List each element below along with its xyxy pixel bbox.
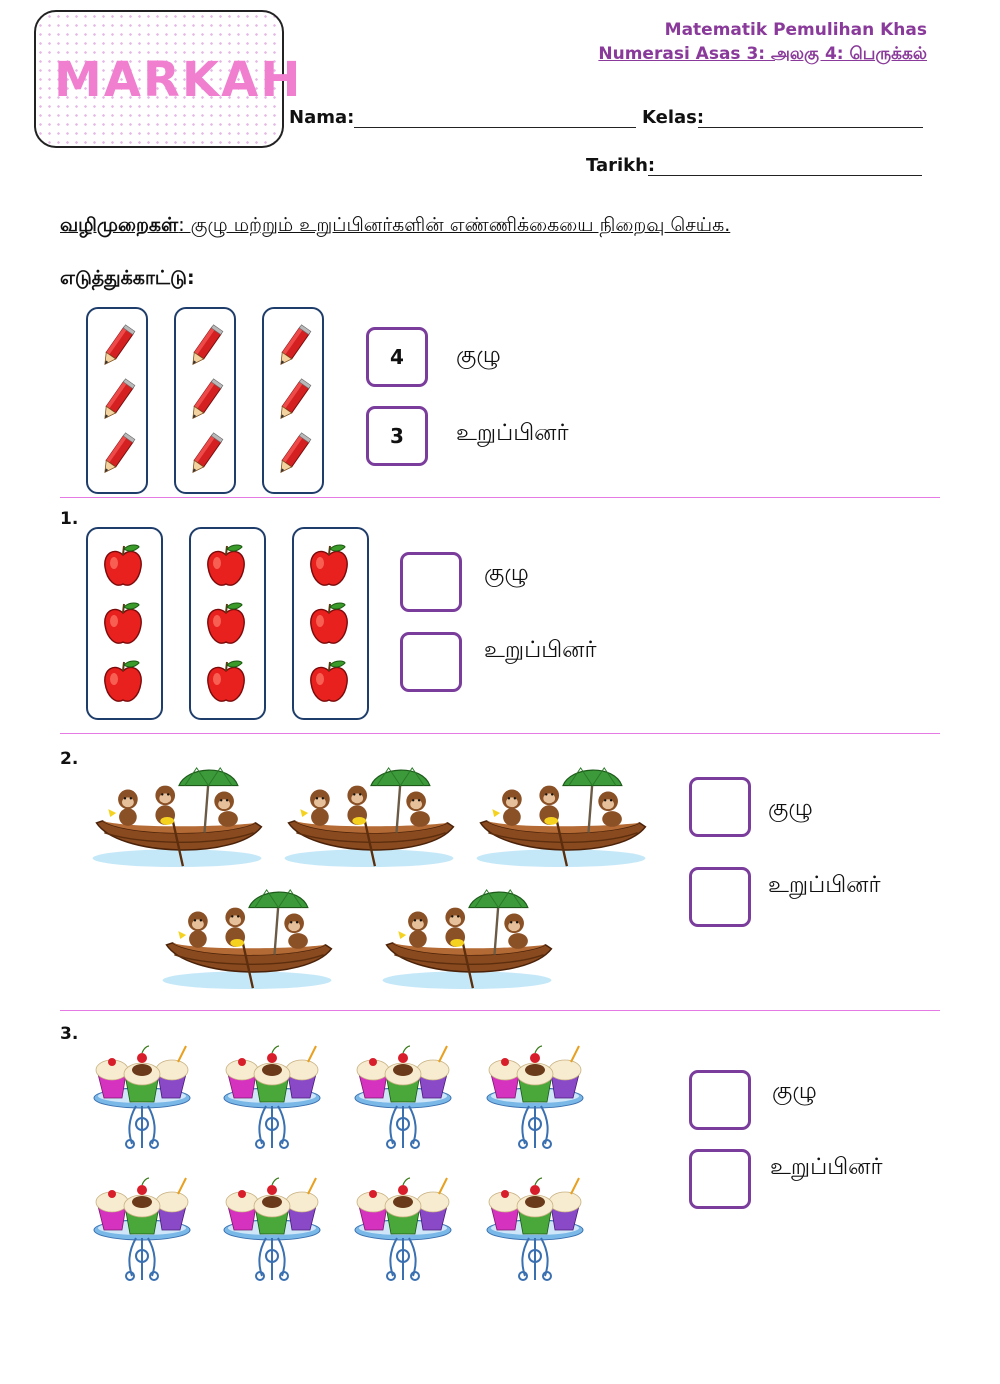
apple-icon xyxy=(204,543,248,589)
cupcake-stand-image xyxy=(353,1040,453,1160)
q2-members-input[interactable] xyxy=(689,867,751,927)
monkey-boat-image xyxy=(158,884,336,992)
cupcake-stand-image xyxy=(485,1040,585,1160)
apple-icon xyxy=(307,601,351,647)
q3-members-input[interactable] xyxy=(689,1149,751,1209)
date-field[interactable] xyxy=(648,155,922,176)
group-container xyxy=(189,527,266,720)
members-label: உறுப்பினர் xyxy=(770,1154,883,1180)
pencil-icon xyxy=(184,431,226,479)
group-container xyxy=(86,527,163,720)
example-label: எடுத்துக்காட்டு: xyxy=(60,267,195,289)
example-groups-box: 4 xyxy=(366,327,428,387)
question-number: 3. xyxy=(60,1024,79,1044)
question-number: 2. xyxy=(60,749,79,769)
apple-icon xyxy=(101,659,145,705)
pencil-icon xyxy=(96,323,138,371)
monkey-boat-image xyxy=(378,884,556,992)
example-group-3 xyxy=(262,307,324,494)
score-box xyxy=(34,10,303,148)
members-label: உறுப்பினர் xyxy=(456,420,569,446)
pencil-icon xyxy=(184,377,226,425)
pencil-icon xyxy=(272,377,314,425)
instruction xyxy=(60,214,730,239)
q2-groups-input[interactable] xyxy=(689,777,751,837)
cupcake-stand-image xyxy=(485,1172,585,1292)
monkey-boat-image xyxy=(472,762,650,870)
example-group-1 xyxy=(86,307,148,494)
subject-title: Matematik Pemulihan Khas xyxy=(664,20,927,40)
instruction-text: : குழு மற்றும் உறுப்பினர்களின் எண்ணிக்கையை நிறைவு செய்க. xyxy=(178,214,731,236)
cupcake-stand-image xyxy=(222,1040,322,1160)
cupcake-stand-image xyxy=(222,1172,322,1292)
members-label: உறுப்பினர் xyxy=(768,872,881,898)
class-label: Kelas: xyxy=(642,107,705,128)
example-members-box: 3 xyxy=(366,406,428,466)
apple-icon xyxy=(101,543,145,589)
cupcake-stand-image xyxy=(353,1172,453,1292)
name-field[interactable] xyxy=(354,107,636,128)
monkey-boat-image xyxy=(88,762,266,870)
score-label: MARKAH xyxy=(54,52,303,108)
groups-label: குழு xyxy=(456,342,501,368)
divider xyxy=(60,733,940,734)
group-container xyxy=(292,527,369,720)
group-container xyxy=(174,307,236,494)
members-label: உறுப்பினர் xyxy=(484,637,597,663)
divider xyxy=(60,1010,940,1011)
groups-label: குழு xyxy=(772,1078,817,1104)
group-container xyxy=(262,307,324,494)
pencil-icon xyxy=(272,323,314,371)
q3-groups-input[interactable] xyxy=(689,1070,751,1130)
q1-members-input[interactable] xyxy=(400,632,462,692)
apple-icon xyxy=(101,601,145,647)
date-label: Tarikh: xyxy=(586,155,656,176)
pencil-icon xyxy=(96,431,138,479)
pencil-icon xyxy=(184,323,226,371)
unit-title: Numerasi Asas 3: அலகு 4: பெருக்கல் xyxy=(598,44,927,64)
cupcake-stand-image xyxy=(92,1040,192,1160)
example-group-2 xyxy=(174,307,236,494)
divider xyxy=(60,497,940,498)
question-number: 1. xyxy=(60,509,79,529)
apple-icon xyxy=(204,601,248,647)
apple-icon xyxy=(307,543,351,589)
pencil-icon xyxy=(96,377,138,425)
groups-label: குழு xyxy=(768,795,813,821)
q1-groups-input[interactable] xyxy=(400,552,462,612)
apple-icon xyxy=(307,659,351,705)
groups-label: குழு xyxy=(484,560,529,586)
name-label: Nama: xyxy=(289,107,355,128)
instruction-lead: வழிமுறைகள் xyxy=(60,214,179,236)
group-container xyxy=(86,307,148,494)
cupcake-stand-image xyxy=(92,1172,192,1292)
monkey-boat-image xyxy=(280,762,458,870)
class-field[interactable] xyxy=(698,107,923,128)
apple-icon xyxy=(204,659,248,705)
pencil-icon xyxy=(272,431,314,479)
